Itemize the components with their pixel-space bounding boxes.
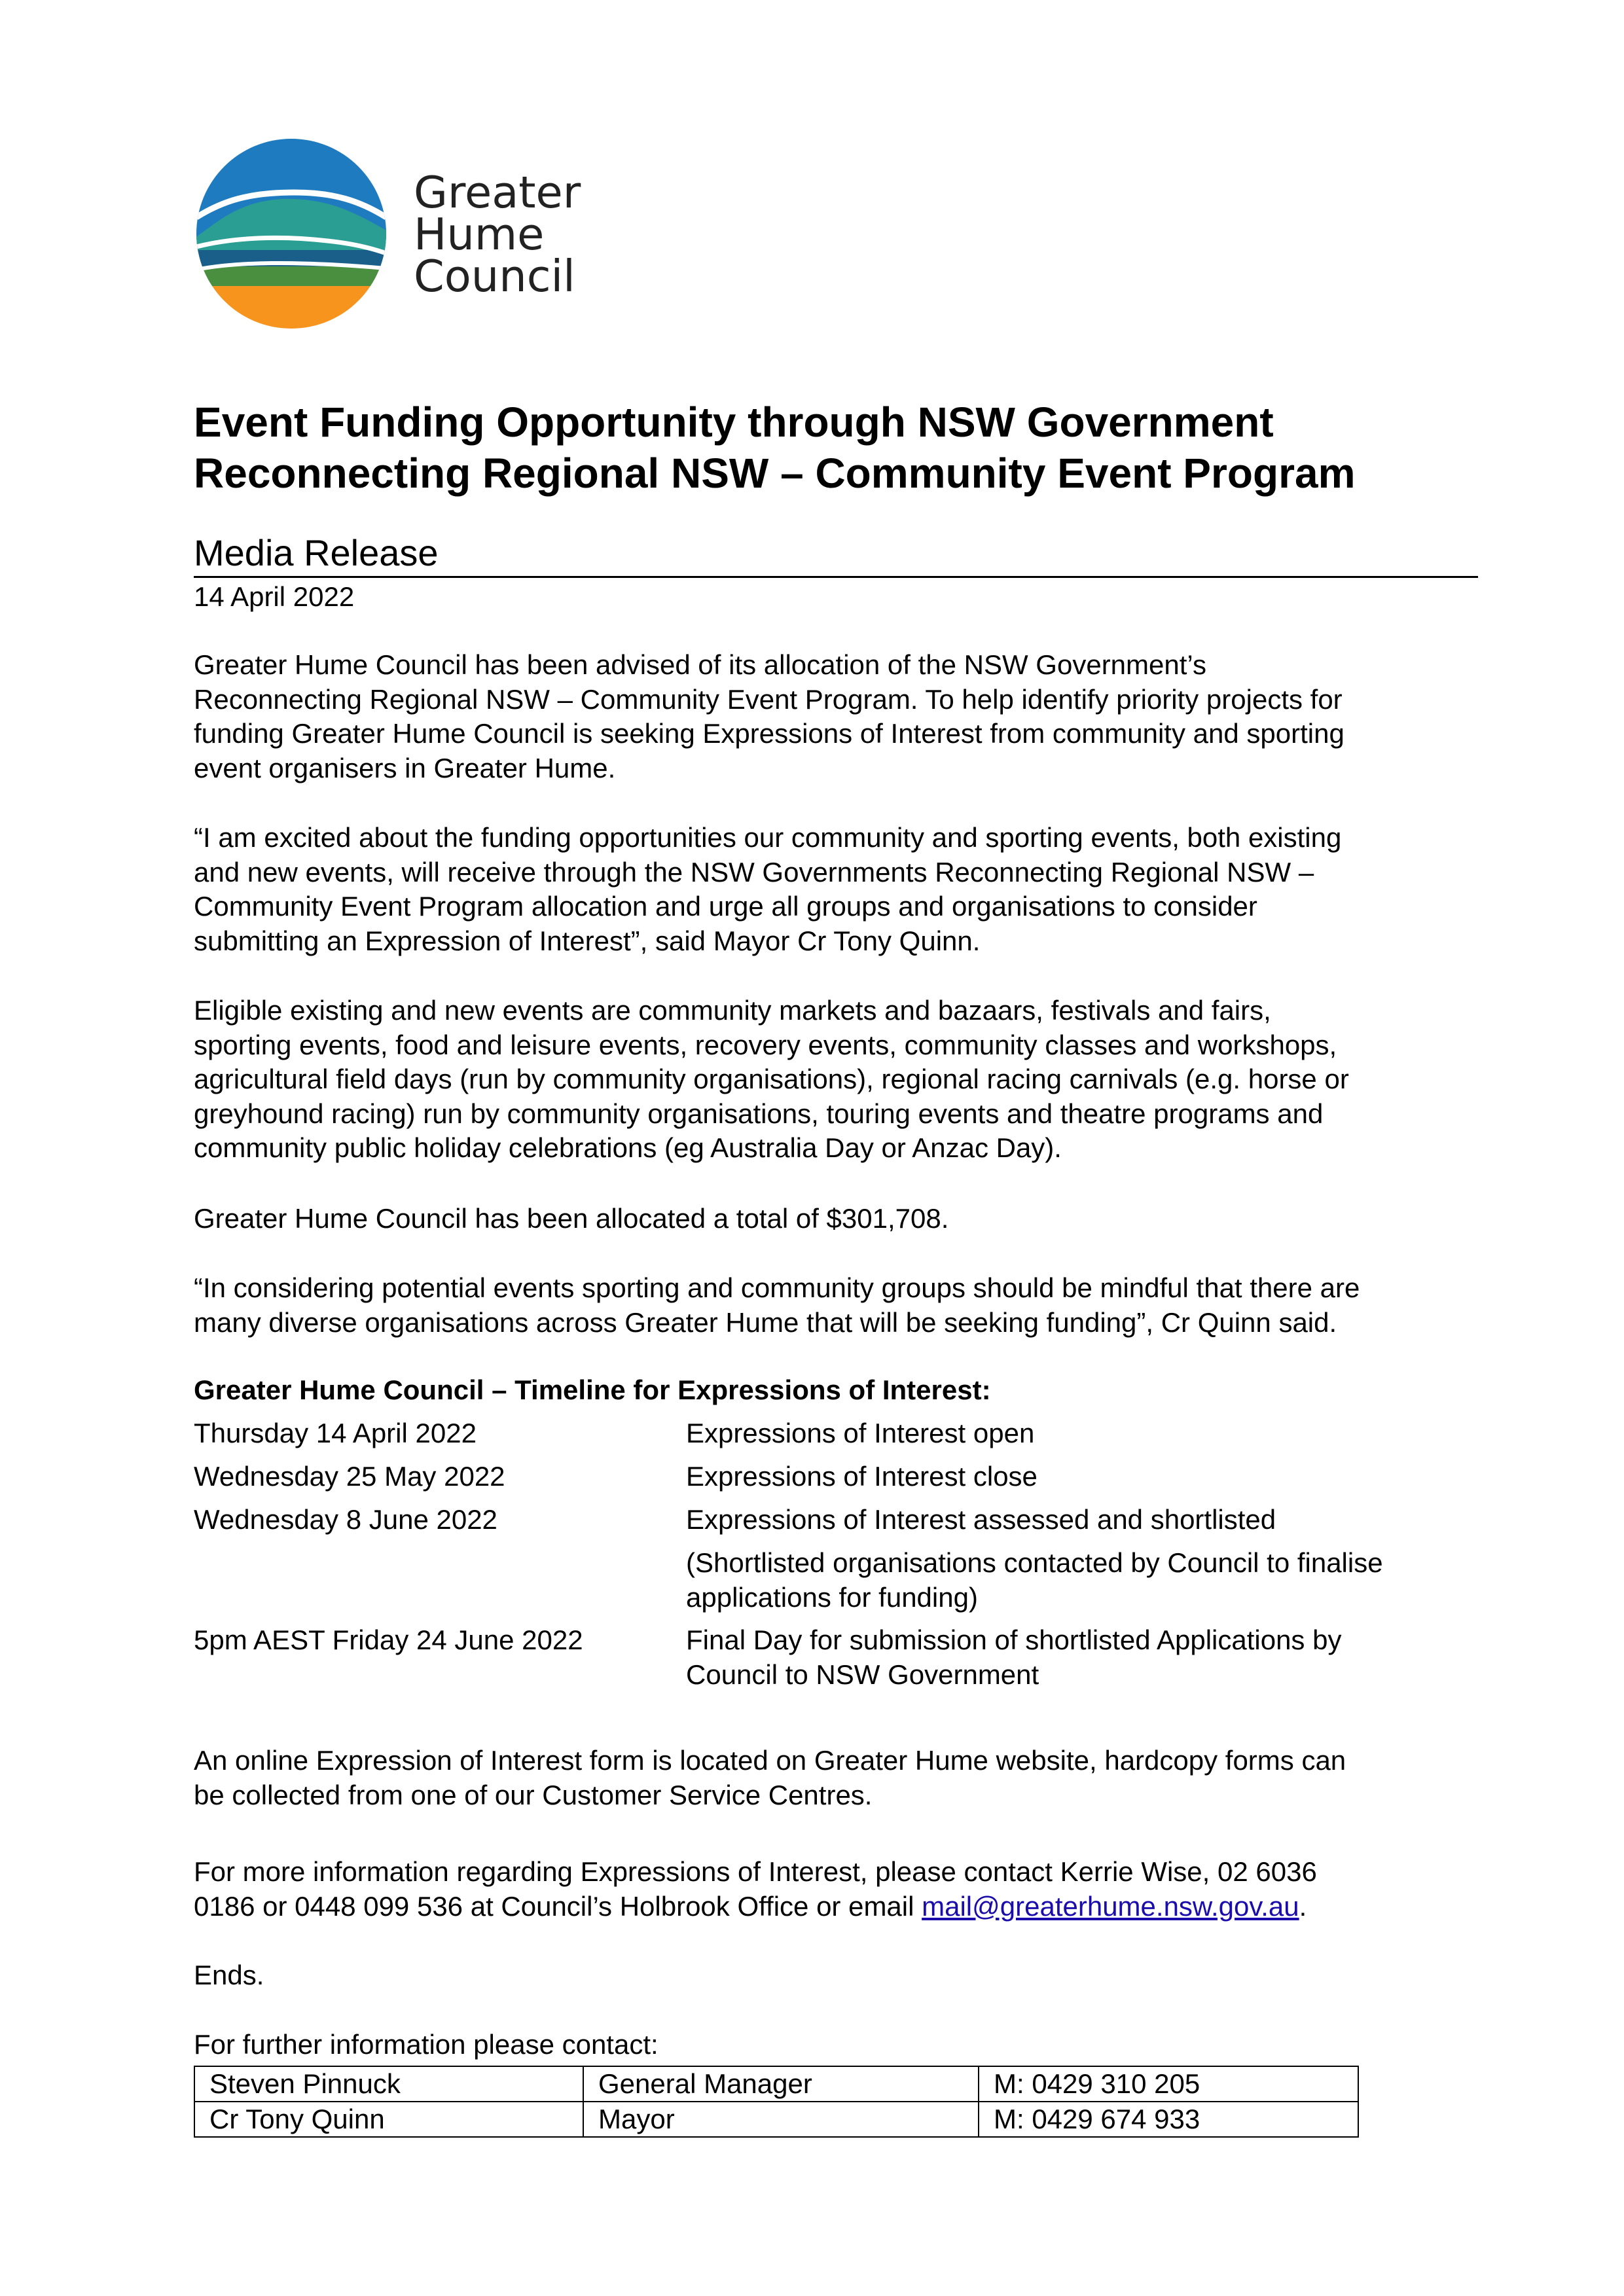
document-type: Media Release xyxy=(194,531,1478,578)
text-line: applications for funding) xyxy=(686,1581,978,1613)
logo-wordmark xyxy=(414,167,581,302)
logo-sun xyxy=(196,286,386,329)
text-line: For more information regarding Expressions of Interest, please contact Kerrie Wise, 02 6036 xyxy=(194,1856,1317,1887)
text-line: Expressions of Interest assessed and shortlisted xyxy=(686,1504,1276,1535)
logo-line: Council xyxy=(414,251,575,302)
text-line: Expressions of Interest close xyxy=(686,1461,1038,1492)
text-line: Community Event Program allocation and urge all groups and organisations to consider xyxy=(194,891,1257,922)
text-line: Eligible existing and new events are community markets and bazaars, festivals and fairs, xyxy=(194,995,1271,1026)
timeline-date: Wednesday 25 May 2022 xyxy=(194,1461,505,1492)
text-line: agricultural field days (run by community organisations), regional racing carnivals (e.g. horse or xyxy=(194,1064,1349,1094)
text-line: Greater Hume Council has been allocated a total of $301,708. xyxy=(194,1203,949,1234)
text-line: (Shortlisted organisations contacted by Council to finalise xyxy=(686,1547,1383,1578)
contact-name: Steven Pinnuck xyxy=(194,2066,583,2102)
text-line: An online Expression of Interest form is located on Greater Hume website, hardcopy forms can xyxy=(194,1745,1346,1776)
text-line: submitting an Expression of Interest”, said Mayor Cr Tony Quinn. xyxy=(194,925,981,956)
timeline-date: Wednesday 8 June 2022 xyxy=(194,1504,497,1535)
paragraph-intro xyxy=(194,648,1477,785)
text-line: Reconnecting Regional NSW – Community Event Program. To help identify priority projects for xyxy=(194,683,1343,715)
text-line: many diverse organisations across Greater Hume that will be seeking funding”, Cr Quinn said. xyxy=(194,1306,1337,1338)
text-fragment: 0186 or 0448 099 536 at Council’s Holbrook Office or email xyxy=(194,1890,922,1922)
text-line xyxy=(194,1890,1477,1924)
logo-line: Greater xyxy=(414,167,581,218)
text-line: Final Day for submission of shortlisted Applications by xyxy=(686,1624,1342,1655)
text-line: “In considering potential events sporting and community groups should be mindful that there are xyxy=(194,1272,1360,1303)
timeline-event xyxy=(686,1503,1471,1537)
text-line: “I am excited about the funding opportunities our community and sporting events, both existing xyxy=(194,822,1342,853)
timeline-event xyxy=(686,1623,1471,1692)
contacts-table xyxy=(194,2066,1359,2138)
title-line: Reconnecting Regional NSW – Community Event Program xyxy=(194,450,1356,497)
timeline-event xyxy=(686,1416,1471,1451)
logo-band xyxy=(196,266,386,286)
text-line: For further information please contact: xyxy=(194,2029,659,2060)
contact-heading xyxy=(194,2028,1477,2062)
text-fragment: . xyxy=(1299,1890,1307,1922)
timeline-event xyxy=(686,1460,1471,1494)
release-date: 14 April 2022 xyxy=(194,581,355,612)
text-line: community public holiday celebrations (eg Australia Day or Anzac Day). xyxy=(194,1132,1062,1163)
page-title xyxy=(194,397,1477,499)
text-line: Council to NSW Government xyxy=(686,1659,1039,1690)
contact-name: Cr Tony Quinn xyxy=(194,2102,583,2137)
table-row xyxy=(194,2066,1358,2102)
title-line: Event Funding Opportunity through NSW Government xyxy=(194,399,1274,446)
text-line: sporting events, food and leisure events, recovery events, community classes and workshops, xyxy=(194,1029,1337,1060)
contact-role: General Manager xyxy=(583,2066,979,2102)
contact-role: Mayor xyxy=(583,2102,979,2137)
paragraph-allocation xyxy=(194,1202,1477,1236)
paragraph-more-info xyxy=(194,1855,1477,1924)
greater-hume-logo xyxy=(196,139,386,329)
paragraph-mayor-quote xyxy=(194,821,1477,958)
timeline-date: 5pm AEST Friday 24 June 2022 xyxy=(194,1624,583,1655)
text-line: greyhound racing) run by community organisations, touring events and theatre programs and xyxy=(194,1098,1324,1129)
text-line: and new events, will receive through the NSW Governments Reconnecting Regional NSW – xyxy=(194,856,1314,888)
paragraph-eligible-events xyxy=(194,994,1477,1166)
contact-phone: M: 0429 310 205 xyxy=(979,2066,1358,2102)
text-line: Expressions of Interest open xyxy=(686,1418,1035,1448)
timeline-heading: Greater Hume Council – Timeline for Expressions of Interest: xyxy=(194,1374,991,1405)
email-link[interactable]: mail@greaterhume.nsw.gov.au xyxy=(922,1890,1299,1922)
text-line: funding Greater Hume Council is seeking Expressions of Interest from community and sporting xyxy=(194,718,1344,749)
timeline-date: Thursday 14 April 2022 xyxy=(194,1418,477,1448)
text-line: Greater Hume Council has been advised of its allocation of the NSW Government’s xyxy=(194,649,1206,680)
logo-line: Hume xyxy=(414,209,545,260)
table-row xyxy=(194,2102,1358,2137)
contact-phone: M: 0429 674 933 xyxy=(979,2102,1358,2137)
paragraph-quinn-quote xyxy=(194,1271,1477,1340)
text-line: event organisers in Greater Hume. xyxy=(194,752,616,783)
paragraph-online-form xyxy=(194,1744,1477,1812)
text-line: Ends. xyxy=(194,1960,264,1990)
ends-marker xyxy=(194,1958,1477,1993)
text-line: be collected from one of our Customer Service Centres. xyxy=(194,1779,873,1810)
timeline-event xyxy=(686,1546,1471,1615)
